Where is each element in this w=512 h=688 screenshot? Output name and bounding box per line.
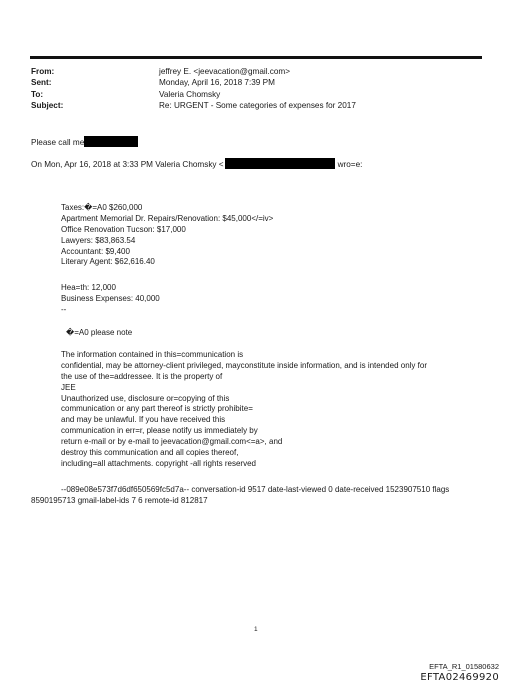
disclaimer xyxy=(61,350,427,470)
from-label: From: xyxy=(31,67,55,76)
list-item: Literary Agent: $62,616.40 xyxy=(61,257,155,267)
call-line xyxy=(31,136,138,148)
list-item: Taxes:�=A0 $260,000 xyxy=(61,203,143,212)
list-item: Lawyers: $83,863.54 xyxy=(61,235,136,245)
page-number: 1 xyxy=(254,626,258,633)
disclaimer-line: including=all attachments. copyright -all rights reserved xyxy=(61,458,256,468)
expense-list-2 xyxy=(61,283,160,316)
email-header xyxy=(31,66,356,111)
header-rule xyxy=(30,56,482,59)
quote-intro-start: On Mon, Apr 16, 2018 at 3:33 PM Valeria Chomsky < xyxy=(31,160,224,169)
redaction-block xyxy=(225,158,335,169)
sent-label: Sent: xyxy=(31,78,52,88)
disclaimer-line: Unauthorized use, disclosure or=copying of this xyxy=(61,393,230,403)
message-metadata xyxy=(31,484,491,506)
from-row xyxy=(31,66,356,77)
metadata-line: --089e08e573f7d6df650569fc5d7a-- conversation-id 9517 date-last-viewed 0 date-received 1523907510 flags xyxy=(61,485,450,494)
note-text: �=A0 please note xyxy=(66,328,133,337)
sent-row xyxy=(31,77,356,88)
disclaimer-line: confidential, may be attorney-client privileged, mayconstitute inside information, and is intended only for xyxy=(61,360,427,370)
list-item: Office Renovation Tucson: $17,000 xyxy=(61,224,186,234)
quote-intro xyxy=(31,158,362,170)
sent-value: Monday, April 16, 2018 7:39 PM xyxy=(159,78,275,88)
disclaimer-line: and may be unlawful. If you have received this xyxy=(61,415,226,425)
to-label: To: xyxy=(31,89,44,99)
disclaimer-line: the use of the=addressee. It is the property of xyxy=(61,371,223,381)
subject-row xyxy=(31,100,356,111)
list-item: Hea=th: 12,000 xyxy=(61,283,116,292)
disclaimer-line: destroy this communication and all copies thereof, xyxy=(61,448,239,458)
from-value: jeffrey E. <jeevacation@gmail.com> xyxy=(159,67,291,76)
list-item: Apartment Memorial Dr. Repairs/Renovation: $45,000</=iv> xyxy=(61,213,274,223)
call-text: Please call me xyxy=(31,138,85,147)
disclaimer-line: JEE xyxy=(61,382,76,392)
list-item: -- xyxy=(61,304,67,314)
quote-intro-end: wro=e: xyxy=(337,160,363,169)
redaction-block xyxy=(84,136,138,147)
disclaimer-line: The information contained in this=communication is xyxy=(61,350,244,359)
to-value: Valeria Chomsky xyxy=(159,89,221,99)
metadata-line: 8590195713 gmail-label-ids 7 6 remote-id 812817 xyxy=(31,496,208,505)
footer-id-primary: EFTA_R1_01580632 xyxy=(429,662,499,671)
disclaimer-line: return e-mail or by e-mail to jeevacation@gmail.com<=a>, and xyxy=(61,437,283,447)
note-line xyxy=(66,328,132,339)
list-item: Accountant: $9,400 xyxy=(61,246,130,256)
footer-id-secondary: EFTA02469920 xyxy=(420,672,499,683)
disclaimer-line: communication or any part thereof is strictly prohibite= xyxy=(61,404,253,414)
subject-label: Subject: xyxy=(31,100,64,110)
disclaimer-line: communication in err=r, please notify us immediately by xyxy=(61,426,258,436)
to-row xyxy=(31,89,356,100)
subject-value: Re: URGENT - Some categories of expenses for 2017 xyxy=(159,100,356,110)
list-item: Business Expenses: 40,000 xyxy=(61,293,160,303)
expense-list xyxy=(61,203,273,268)
